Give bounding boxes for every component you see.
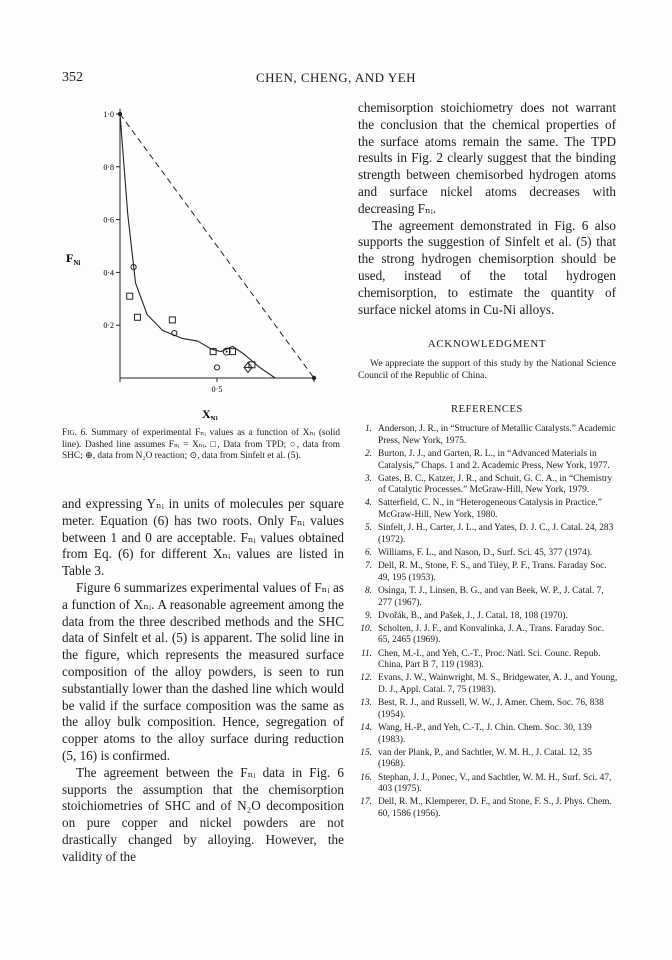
reference-item	[358, 561, 618, 584]
data-point-tpd	[134, 314, 140, 320]
reference-item	[358, 424, 618, 447]
reference-item	[358, 474, 618, 497]
reference-text: Evans, J. W., Wainwright, M. S., Bridgewater, A. J., and Young, D. J., Appl. Catal. 7, 75 (1983).	[378, 673, 618, 696]
page-number: 352	[62, 70, 83, 85]
reference-text: Osinga, T. J., Linsen, B. G., and van Beek, W. P., J. Catal. 7, 277 (1967).	[378, 585, 604, 608]
figure-6	[62, 100, 342, 420]
left-column-body	[62, 496, 344, 866]
x-axis-label	[202, 407, 218, 420]
reference-number: 9.	[364, 610, 372, 621]
data-point-tpd	[169, 317, 175, 323]
y-axis-label	[66, 251, 80, 267]
reference-item	[358, 611, 618, 623]
x-axis-label-sub: Ni	[210, 415, 218, 420]
chart-ticks	[103, 110, 314, 394]
endpoint-cu	[312, 376, 316, 380]
reference-text: Stephan, J. J., Ponec, V., and Sachtler, W. M. H., Surf. Sci. 47, 403 (1975).	[378, 772, 612, 795]
left-paragraph-3: The agreement between the Fₙᵢ data in Fig. 6 supports the assumption that the chemisorption stoichiometries of SHC and of N₂O decomposition on pure copper and nickel powders are not drastically changed by alloying. However, the validity of the	[62, 764, 344, 864]
reference-text: Satterfield, C. N., in “Heterogeneous Catalysis in Practice.” McGraw-Hill, New York, 1980.	[378, 498, 602, 521]
reference-item	[358, 586, 618, 609]
reference-item	[358, 698, 618, 721]
reference-item	[358, 523, 618, 546]
reference-item	[358, 673, 618, 696]
x-tick-label: 0·5	[211, 385, 223, 394]
reference-number: 14.	[360, 722, 372, 733]
reference-item	[358, 449, 618, 472]
references-heading: REFERENCES	[451, 404, 523, 415]
reference-text: Williams, F. L., and Nason, D., Surf. Sci. 45, 377 (1974).	[378, 547, 593, 558]
reference-item	[358, 649, 618, 672]
y-axis-label-main: F	[66, 251, 74, 265]
reference-number: 15.	[360, 747, 372, 758]
reference-text: Dell, R. M., Klemperer, D. F., and Stone, F. S., J. Phys. Chem. 60, 1586 (1956).	[378, 797, 612, 820]
reference-number: 12.	[360, 673, 372, 684]
chart-lines	[120, 114, 314, 378]
reference-number: 2.	[364, 448, 372, 459]
reference-number: 13.	[360, 698, 372, 709]
data-point-sinfelt-dot	[226, 351, 228, 353]
acknowledgment-text: We appreciate the support of this study by the National Science Council of the Republic of China.	[358, 359, 616, 381]
reference-text: Wang, H.-P., and Yeh, C.-T., J. Chin. Chem. Soc. 30, 139 (1983).	[378, 722, 592, 745]
y-tick-label: 0·6	[103, 215, 114, 225]
reference-text: Sinfelt, J. H., Carter, J. L., and Yates, D. J. C., J. Catal. 24, 283 (1972).	[378, 523, 614, 545]
references-list	[358, 424, 618, 822]
reference-item	[358, 797, 618, 820]
page-header	[0, 70, 672, 90]
reference-number: 8.	[364, 585, 372, 596]
data-point-shc	[214, 365, 219, 370]
figure-caption	[62, 428, 340, 463]
reference-item	[358, 773, 618, 796]
data-point-tpd	[127, 293, 133, 299]
acknowledgment-heading: ACKNOWLEDGMENT	[427, 338, 547, 350]
y-tick-label: 0·4	[103, 268, 114, 278]
reference-number: 1.	[364, 424, 372, 434]
reference-item	[358, 624, 618, 647]
reference-text: Anderson, J. R., in “Structure of Metallic Catalysts.” Academic Press, New York, 1975.	[378, 424, 616, 446]
dashed-line	[120, 114, 314, 378]
reference-text: Chen, M.-I., and Yeh, C.-T., Proc. Natl. Sci. Counc. Repub. China, Part B 7, 119 (1983).	[378, 648, 601, 671]
reference-text: Gates, B. C., Katzer, J. R., and Schuit, G. C. A., in “Chemistry of Catalytic Processes.” McGraw-Hill, New York, 1979.	[378, 473, 613, 496]
chart-axes	[120, 109, 314, 378]
reference-number: 17.	[360, 797, 372, 808]
y-axis-label-sub: Ni	[73, 259, 81, 267]
caption-label: Fig. 6.	[62, 428, 88, 438]
reference-number: 10.	[360, 623, 372, 634]
reference-item	[358, 498, 618, 521]
reference-text: Best, R. J., and Russell, W. W., J. Amer. Chem. Soc. 76, 838 (1954).	[378, 698, 604, 720]
reference-item	[358, 548, 618, 560]
y-tick-label: 0·2	[103, 321, 114, 331]
reference-item	[358, 748, 618, 771]
reference-text: van der Plank, P., and Sachtler, W. M. H., J. Catal. 12, 35 (1968).	[378, 747, 592, 770]
reference-number: 16.	[360, 772, 372, 783]
right-paragraph-1: chemisorption stoichiometry does not warrant the conclusion that the chemical properties of the surface atoms remain the same. The TPD results in Fig. 2 clearly suggest that the binding strength between chemisorbed hydrogen atoms and surface nickel atoms decreases with decreasing Fₙᵢ.	[358, 100, 616, 216]
reference-number: 6.	[364, 547, 372, 558]
right-column-body	[358, 100, 616, 318]
reference-number: 7.	[364, 561, 372, 572]
left-paragraph-2: Figure 6 summarizes experimental values of Fₙᵢ as a function of Xₙᵢ. A reasonable agreement among the data from the three described methods and the SHC data of Sinfelt et al. (5) is apparent. The solid line in the figure, which represents the measured surface composition of the alloy powders, is seen to run substantially lower than the dashed line which would be valid if the surface composition was the same as the alloy bulk composition. Hence, segregation of copper atoms to the alloy surface during reduction (5, 16) is confirmed.	[62, 579, 344, 763]
caption-text: Summary of experimental Fₙᵢ values as a function of Xₙᵢ (solid line). Dashed line assumes Fₙᵢ = Xₙᵢ. □, Data from TPD; ○, data from SHC; ⊕, data from N₂O reaction; ⊙, data from Sinfelt et al. (5).	[62, 428, 340, 461]
y-tick-label: 1·0	[103, 110, 114, 119]
reference-number: 4.	[364, 498, 372, 509]
reference-item	[358, 723, 618, 746]
endpoint-ni	[118, 112, 122, 116]
left-paragraph-1: and expressing Yₙᵢ in units of molecules per square meter. Equation (6) has two roots. Only Fₙᵢ values between 1 and 0 are acceptable. Fₙᵢ values obtained from Eq. (6) for different Xₙᵢ values are listed in Table 3.	[62, 496, 344, 579]
right-paragraph-2: The agreement demonstrated in Fig. 6 also supports the suggestion of Sinfelt et al. (5) that the strong hydrogen chemisorption should be used, instead of the total hydrogen chemisorption, to estimate the quantity of surface nickel atoms in Cu-Ni alloys.	[358, 217, 616, 317]
solid-curve	[120, 114, 275, 378]
reference-text: Burton, J. J., and Garten, R. L., in “Advanced Materials in Catalysis,” Chaps. 1 and 2. Academic Press, New York, 1977.	[378, 448, 610, 471]
reference-number: 3.	[364, 473, 372, 484]
y-tick-label: 0·8	[103, 162, 114, 172]
reference-text: Dvořák, B., and Pašek, J., J. Catal. 18, 108 (1970).	[378, 610, 568, 621]
reference-text: Scholten, J. J. F., and Konvalínka, J. A., Trans. Faraday Soc. 65, 2465 (1969).	[378, 623, 605, 646]
reference-text: Dell, R. M., Stone, F. S., and Tiley, P. F., Trans. Faraday Soc. 49, 195 (1953).	[378, 561, 607, 583]
reference-number: 5.	[364, 523, 372, 534]
chart-svg	[62, 100, 342, 420]
x-axis-label-main: X	[202, 407, 211, 420]
reference-number: 11.	[360, 648, 372, 659]
running-head: CHEN, CHENG, AND YEH	[255, 70, 417, 85]
